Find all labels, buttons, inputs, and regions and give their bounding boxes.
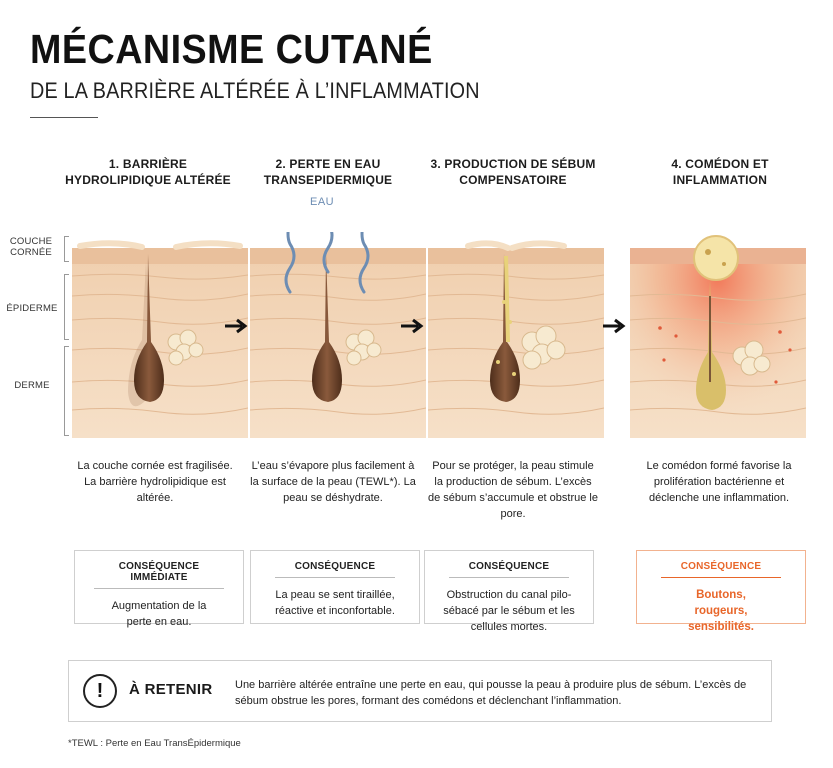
- bracket-epiderme: [64, 274, 69, 340]
- step-1-title: 1. BARRIÈRE HYDROLIPIDIQUE ALTÉRÉE: [65, 157, 231, 187]
- consequence-text: La peau se sent tiraillée, réactive et inconfortable.: [275, 589, 395, 617]
- step-3-consequence-box: [424, 550, 594, 633]
- title-divider: [30, 117, 98, 118]
- consequence-text: Obstruction du canal pilo-sébacé par le sébum et les cellules mortes.: [443, 589, 575, 633]
- step-2-consequence-box: [250, 550, 420, 624]
- arrow-right-icon: [224, 318, 248, 334]
- skin-cross-section-4: [630, 232, 806, 438]
- skin-cross-section-1: [72, 232, 248, 438]
- consequence-title: CONSÉQUENCE: [275, 561, 395, 578]
- step-1-consequence-box: [74, 550, 244, 628]
- page-subtitle: DE LA BARRIÈRE ALTÉRÉE À L’INFLAMMATION: [30, 78, 480, 103]
- skin-cross-section-3: [428, 232, 604, 438]
- skin-cross-section-2: [250, 232, 426, 438]
- step-3-description: Pour se protéger, la peau stimule la production de sébum. L’excès de sébum s’accumule et obstrue le pore.: [428, 460, 598, 520]
- step-1-description: La couche cornée est fragilisée. La barrière hydrolipidique est altérée.: [77, 460, 233, 504]
- consequence-title: CONSÉQUENCE: [449, 561, 569, 578]
- arrow-right-icon: [400, 318, 424, 334]
- label-epiderme: ÉPIDERME: [6, 303, 58, 314]
- consequence-text: Boutons, rougeurs, sensibilités.: [688, 589, 754, 633]
- key-takeaway-box: [68, 660, 772, 722]
- step-4-title: 4. COMÉDON ET INFLAMMATION: [671, 157, 769, 187]
- exclamation-icon: !: [83, 674, 117, 708]
- water-label: EAU: [310, 196, 335, 208]
- arrow-right-icon: [602, 318, 626, 334]
- step-4-consequence-box: [636, 550, 806, 633]
- key-takeaway-text: Une barrière altérée entraîne une perte en eau, qui pousse la peau à produire plus de sébum. L’excès de sébum obstrue les pores, formant des comédons et déclenchant l’inflammation.: [235, 679, 747, 707]
- step-4-description: Le comédon formé favorise la prolifération bactérienne et déclenche une inflammation.: [646, 460, 792, 504]
- bracket-derme: [64, 346, 69, 436]
- consequence-text: Augmentation de la perte en eau.: [111, 600, 207, 628]
- consequence-title: CONSÉQUENCE IMMÉDIATE: [94, 561, 224, 589]
- step-2-title: 2. PERTE EN EAU TRANSEPIDERMIQUE: [263, 157, 393, 187]
- step-3-title: 3. PRODUCTION DE SÉBUM COMPENSATOIRE: [430, 157, 596, 187]
- consequence-title: CONSÉQUENCE: [661, 561, 781, 578]
- label-derme: DERME: [14, 380, 50, 391]
- page-title: MÉCANISME CUTANÉ: [30, 26, 433, 72]
- footnote: *TEWL : Perte en Eau TransÉpidermique: [68, 738, 241, 749]
- bracket-couche-cornee: [64, 236, 69, 262]
- step-2-description: L’eau s’évapore plus facilement à la surface de la peau (TEWL*). La peau se déshydrate.: [250, 460, 416, 504]
- key-takeaway-label: À RETENIR: [129, 681, 213, 698]
- label-couche-cornee: COUCHE CORNÉE: [9, 236, 53, 258]
